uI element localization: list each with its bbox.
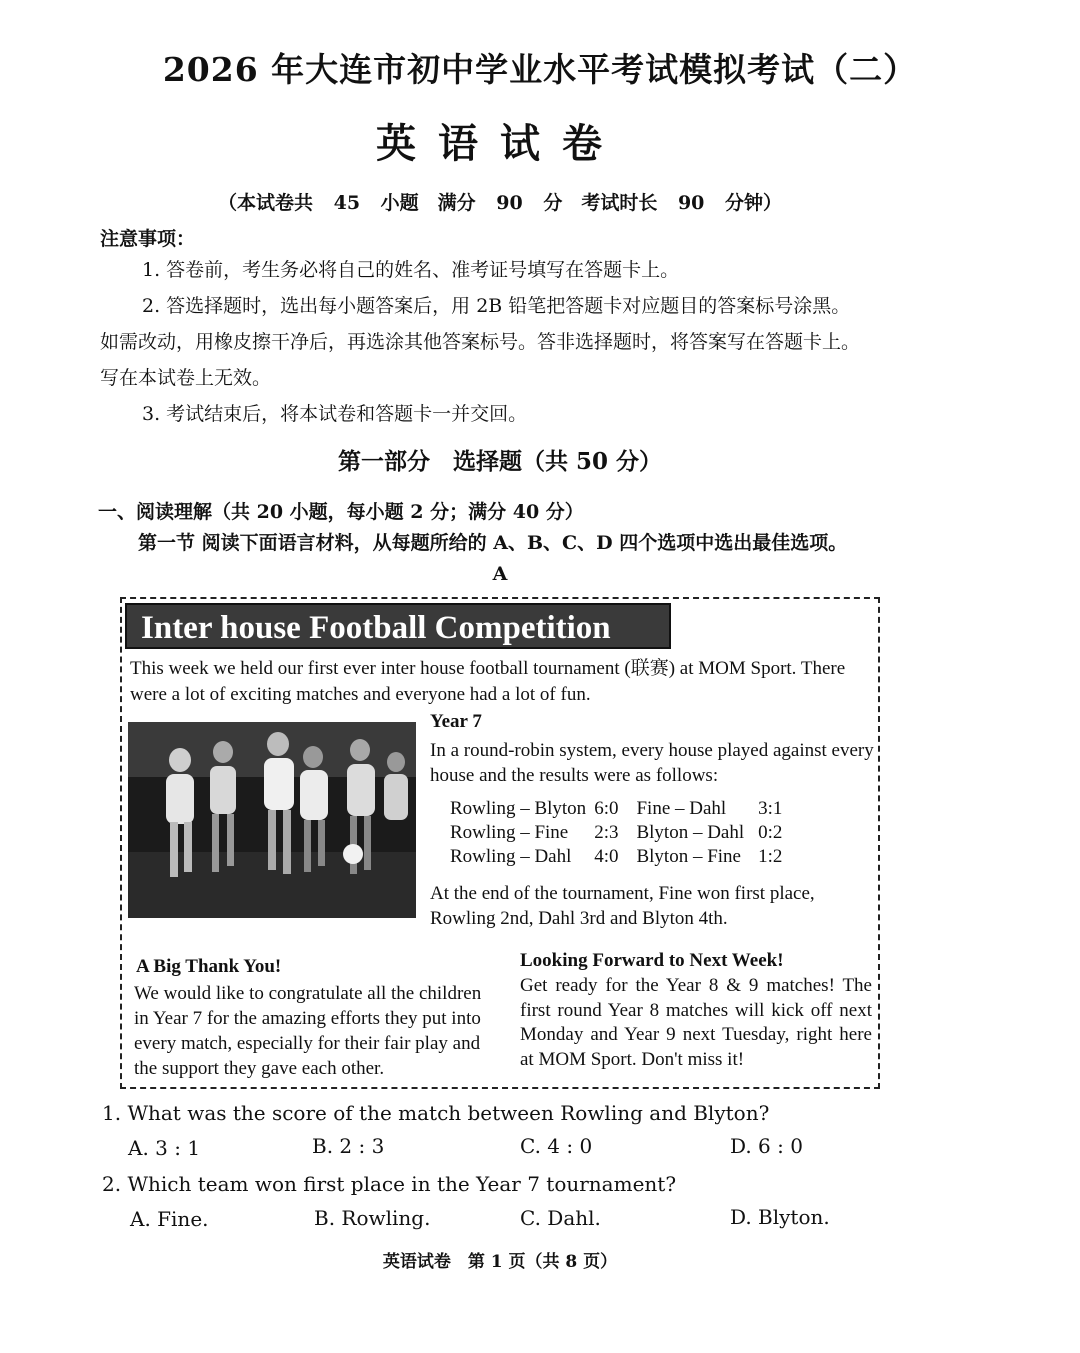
part-heading: 第一部分 选择题（共 50 分）: [337, 448, 663, 475]
year7-text: In a round-robin system, every house played against every house and the results were as follows:: [430, 740, 874, 786]
question-2-stem: 2. Which team won first place in the Year 7 tournament?: [102, 1172, 677, 1196]
notice-item-3: 3. 考试结束后，将本试卷和答题卡一并交回。: [142, 403, 528, 425]
question-2-option-b[interactable]: B. Rowling.: [314, 1206, 431, 1230]
match-name: Rowling – Dahl: [450, 846, 572, 867]
match-name: Blyton – Fine: [636, 846, 741, 867]
passage-intro: This week we held our first ever inter house football tournament (联赛) at MOM Sport. There were a lot of exciting matches and everyone had a lot of fun.: [130, 658, 846, 705]
match-score: 4:0: [594, 846, 619, 867]
notice-heading: 注意事项：: [100, 228, 196, 250]
page-footer: 英语试卷 第 1 页（共 8 页）: [382, 1252, 618, 1272]
match-name: Blyton – Dahl: [636, 822, 745, 843]
notice-item-2-line-3: 写在本试卷上无效。: [100, 367, 272, 389]
question-1-option-d[interactable]: D. 6 : 0: [730, 1134, 803, 1158]
football-players-image: [128, 722, 416, 918]
year7-title: Year 7: [430, 711, 482, 732]
match-score: 1:2: [758, 846, 783, 867]
passage-banner: Inter house Football Competition: [125, 603, 671, 649]
results-table: [450, 797, 782, 869]
passage-letter: A: [492, 563, 508, 585]
tournament-summary: At the end of the tournament, Fine won first place, Rowling 2nd, Dahl 3rd and Blyton 4th.: [430, 883, 815, 929]
match-name: Fine – Dahl: [636, 798, 727, 819]
match-name: Rowling – Blyton: [450, 798, 587, 819]
notice-item-1: 1. 答卷前，考生务必将自己的姓名、准考证号填写在答题卡上。: [142, 259, 680, 281]
question-2-option-d[interactable]: D. Blyton.: [730, 1205, 830, 1229]
match-score: 3:1: [758, 798, 783, 819]
next-week-text: Get ready for the Year 8 & 9 matches! The first round Year 8 matches will kick off next Monday and Year 9 next Tuesday, right here at MOM Sport. Don't miss it!: [520, 975, 872, 1070]
results-row: [450, 797, 782, 821]
football-photo: [128, 722, 416, 918]
section-heading: 一、阅读理解（共 20 小题，每小题 2 分；满分 40 分）: [98, 501, 584, 523]
results-row: [450, 845, 782, 869]
match-score: 0:2: [758, 822, 783, 843]
exam-title: 2026 年大连市初中学业水平考试模拟考试（二）: [162, 50, 918, 89]
notice-item-2-line-2: 如需改动，用橡皮擦干净后，再选涂其他答案标号。答非选择题时，将答案写在答题卡上。: [100, 331, 861, 353]
results-row: [450, 821, 782, 845]
notice-list: [100, 252, 900, 432]
match-score: 2:3: [594, 822, 619, 843]
question-2-option-a[interactable]: A. Fine.: [130, 1207, 209, 1231]
exam-meta: （本试卷共 45 小题 满分 90 分 考试时长 90 分钟）: [217, 192, 782, 214]
section-instruction: 第一节 阅读下面语言材料，从每题所给的 A、B、C、D 四个选项中选出最佳选项。: [138, 532, 848, 554]
next-week-title: Looking Forward to Next Week!: [520, 950, 784, 971]
match-score: 6:0: [594, 798, 619, 819]
question-1-option-c[interactable]: C. 4 : 0: [520, 1134, 593, 1158]
question-1-option-b[interactable]: B. 2 : 3: [312, 1134, 385, 1158]
notice-item-2-line-1: 2. 答选择题时，选出每小题答案后，用 2B 铅笔把答题卡对应题目的答案标号涂黑。: [142, 295, 851, 317]
match-name: Rowling – Fine: [450, 822, 569, 843]
subject-title: 英语试卷: [376, 120, 624, 167]
thank-you-title: A Big Thank You!: [136, 956, 282, 977]
question-1-option-a[interactable]: A. 3 : 1: [128, 1136, 201, 1160]
thank-you-text: We would like to congratulate all the children in Year 7 for the amazing efforts they put into every match, especially for their fair play and the support they gave each other.: [134, 983, 482, 1079]
question-2-option-c[interactable]: C. Dahl.: [520, 1206, 601, 1230]
question-1-stem: 1. What was the score of the match between Rowling and Blyton?: [102, 1101, 770, 1125]
